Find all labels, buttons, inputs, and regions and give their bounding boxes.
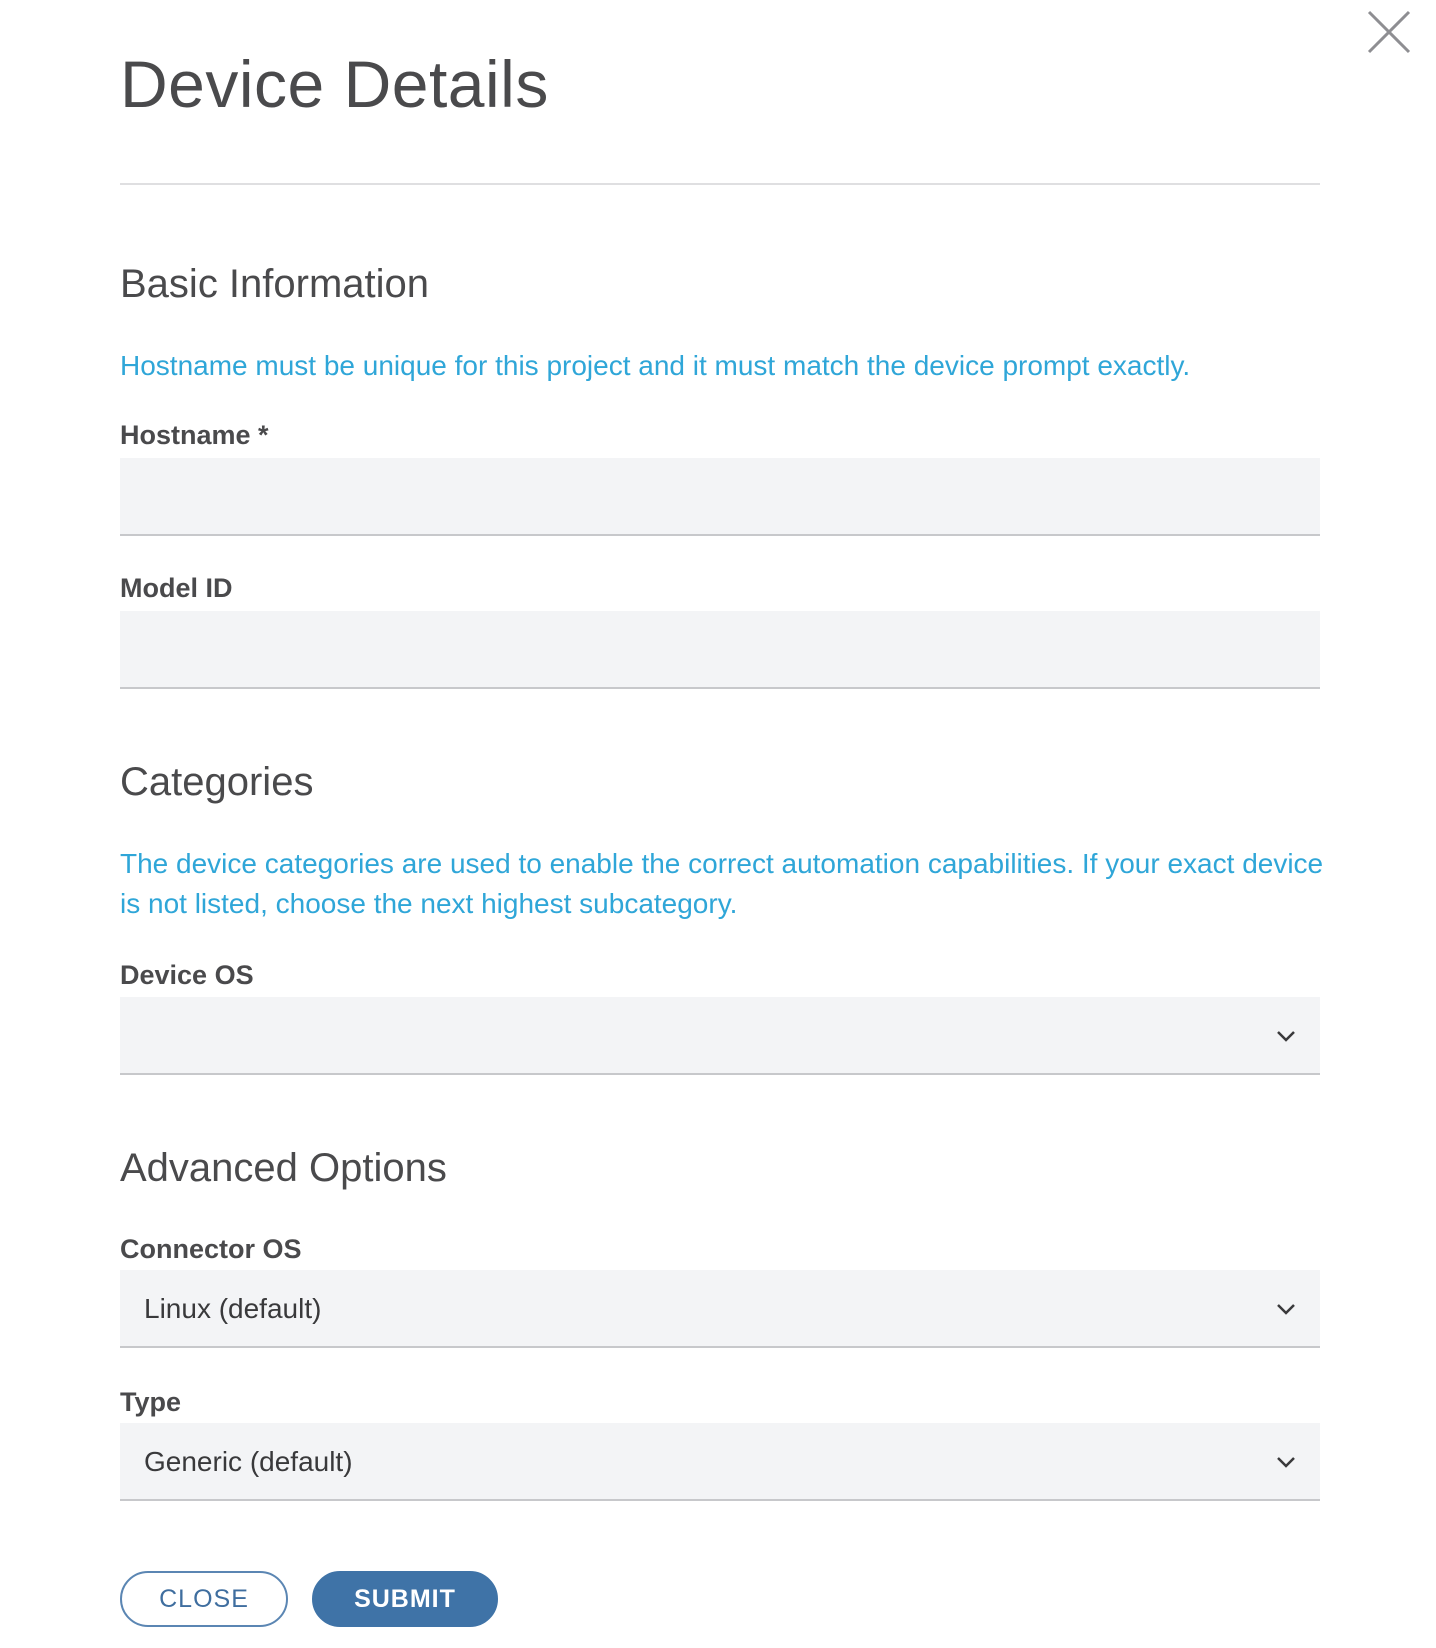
device-os-select[interactable] — [120, 997, 1320, 1075]
advanced-options-heading: Advanced Options — [120, 1146, 447, 1190]
device-os-label: Device OS — [120, 960, 254, 990]
hostname-help-text: Hostname must be unique for this project and it must match the device prompt exactly. — [120, 350, 1191, 381]
type-label: Type — [120, 1387, 182, 1417]
chevron-down-icon — [1274, 1297, 1298, 1321]
close-button[interactable]: CLOSE — [120, 1571, 288, 1627]
hostname-field-container — [120, 458, 1320, 536]
close-icon[interactable] — [1365, 8, 1413, 56]
dialog-title: Device Details — [120, 47, 549, 121]
connector-os-label: Connector OS — [120, 1234, 302, 1264]
submit-button[interactable]: SUBMIT — [312, 1571, 498, 1627]
title-divider — [120, 183, 1320, 185]
hostname-label: Hostname * — [120, 420, 269, 450]
type-selected-value: Generic (default) — [144, 1446, 353, 1477]
categories-help-text: The device categories are used to enable the correct automation capabilities. If your exact device is not listed, choose the next highest subcategory. — [120, 848, 1324, 919]
model-id-field-container — [120, 611, 1320, 689]
basic-information-heading: Basic Information — [120, 262, 430, 306]
chevron-down-icon — [1274, 1450, 1298, 1474]
chevron-down-icon — [1274, 1024, 1298, 1048]
connector-os-select[interactable] — [120, 1270, 1320, 1348]
type-select[interactable] — [120, 1423, 1320, 1501]
categories-heading: Categories — [120, 760, 314, 804]
model-id-label: Model ID — [120, 573, 233, 603]
hostname-input[interactable] — [120, 458, 1320, 534]
connector-os-selected-value: Linux (default) — [144, 1293, 322, 1324]
model-id-input[interactable] — [120, 611, 1320, 687]
